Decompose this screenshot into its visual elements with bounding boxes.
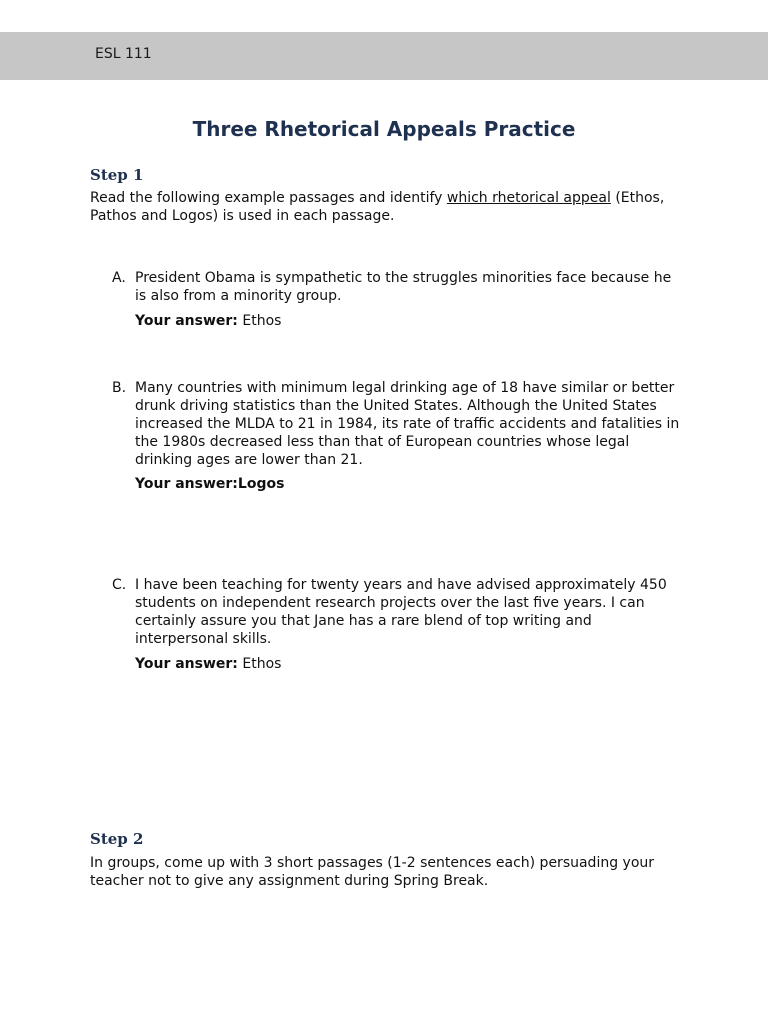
passage-text: I have been teaching for twenty years and have advised approximately 450 students on independent research projects over the last five years. I can certainly assure you that Jane has a rare blend of top writing and interpersonal skills.: [135, 577, 667, 647]
answer-b: [135, 475, 284, 493]
answer-label: Your answer:: [135, 476, 238, 492]
step1-instruction-after: (Ethos, Pathos and Logos) is used in each passage.: [90, 190, 665, 224]
answer-c: [135, 655, 281, 673]
answer-label: Your answer:: [135, 313, 238, 329]
answer-label: Your answer:: [135, 656, 238, 672]
passage-letter: A.: [112, 270, 126, 286]
passage-letter: B.: [112, 380, 127, 396]
step1-heading: Step 1: [90, 166, 144, 184]
step1-instruction-before: Read the following example passages and identify: [90, 190, 447, 206]
answer-value: Ethos: [237, 313, 282, 329]
step1-instruction-underlined: which rhetorical appeal: [446, 190, 611, 206]
step1-instruction: [90, 189, 680, 225]
passage-text: President Obama is sympathetic to the struggles minorities face because he is also from a minority group.: [135, 270, 672, 304]
page-title: Three Rhetorical Appeals Practice: [192, 117, 576, 141]
answer-a: [135, 312, 281, 330]
step2-heading: Step 2: [90, 830, 144, 848]
answer-value: Logos: [237, 476, 285, 492]
answer-value: Ethos: [237, 656, 282, 672]
passage-letter: C.: [112, 577, 127, 593]
course-code: ESL 111: [95, 46, 152, 62]
step2-instruction: In groups, come up with 3 short passages (1-2 sentences each) persuading your teacher not to give any assignment during Spring Break.: [90, 855, 655, 889]
passage-text: Many countries with minimum legal drinking age of 18 have similar or better drunk driving statistics than the United States. Although the United States increased the MLDA to 21 in 1984, its rate of traffic accidents and fatalities in the 1980s decreased less than that of European countries whose legal drinking ages are lower than 21.: [135, 380, 680, 468]
